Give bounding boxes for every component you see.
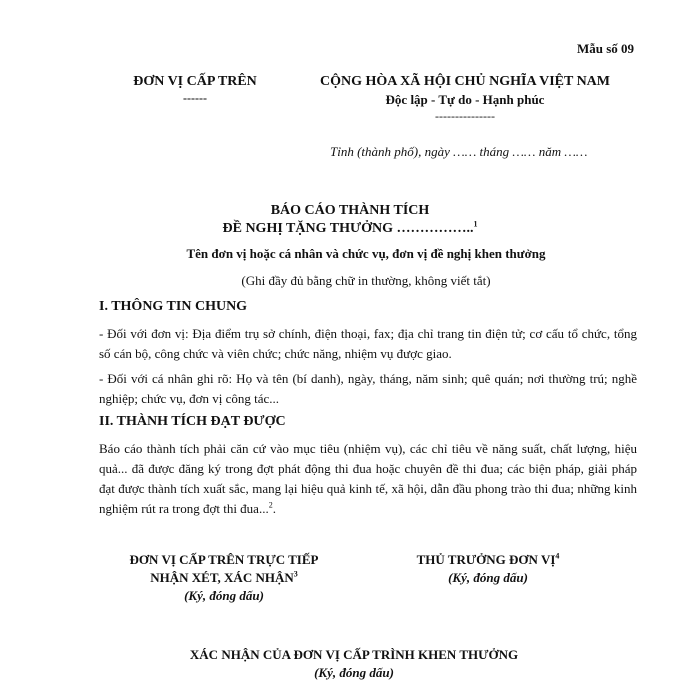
superior-unit-line: ------ [183,91,207,105]
superior-direct-label: ĐƠN VỊ CẤP TRÊN TRỰC TIẾP [129,552,319,567]
country-name: CỘNG HÒA XÃ HỘI CHỦ NGHĨA VIỆT NAM [319,74,610,89]
national-motto: Độc lập - Tự do - Hạnh phúc [385,92,545,107]
confirmation-sign-note: (Ký, đóng dấu) [314,665,394,680]
writing-instruction: (Ghi đầy đủ bằng chữ in thường, không viết tắt) [241,273,491,288]
section1-heading: I. THÔNG TIN CHUNG [99,299,248,314]
footnote-ref-2: 2 [268,500,273,510]
head-of-unit-line [398,552,578,568]
footnote-ref-1: 1 [473,219,478,229]
superior-unit-label: ĐƠN VỊ CẤP TRÊN [133,74,257,89]
report-subtitle: Tên đơn vị hoặc cá nhân và chức vụ, đơn vị đề nghị khen thưởng [186,246,546,261]
section2-heading: II. THÀNH TÍCH ĐẠT ĐƯỢC [99,414,286,429]
award-proposal-line [0,221,700,237]
superior-confirm-label: NHẬN XÉT, XÁC NHẬN [150,570,294,585]
section1-unit-paragraph: - Đối với đơn vị: Địa điểm trụ sở chính, điện thoại, fax; địa chỉ trang tin điện tử; cơ cấu tổ chức, tổng số cán bộ, công chức và viên chức; chức năng, nhiệm vụ được giao. [99,326,637,361]
section1-individual-paragraph: - Đối với cá nhân ghi rõ: Họ và tên (bí danh), ngày, tháng, năm sinh; quê quán; nơi thường trú; nghề nghiệp; chức vụ, đơn vị công tác... [99,371,637,406]
signature-superior [104,552,344,604]
confirmation-title: XÁC NHẬN CỦA ĐƠN VỊ CẤP TRÌNH KHEN THƯỞNG [189,647,519,662]
head-sign-note: (Ký, đóng dấu) [448,570,528,585]
achievements-text: Báo cáo thành tích phải căn cứ vào mục tiêu (nhiệm vụ), các chỉ tiêu về năng suất, chất lượng, hiệu quả... đã được đăng ký trong đợt phát động thi đua hoặc chuyên đề thi đua; các biện pháp, giải pháp đạt được thành tích xuất sắc, mang lại hiệu quả kinh tế, xã hội, dẫn đầu phong trào thi đua; những kinh nghiệm rút ra trong đợt thi đua... [99,441,637,516]
superior-sign-note: (Ký, đóng dấu) [184,588,264,603]
superior-confirm-line [104,570,344,586]
head-of-unit-label: THỦ TRƯỞNG ĐƠN VỊ [416,552,556,567]
header-left [110,74,280,106]
section2-paragraph: Báo cáo thành tích phải căn cứ vào mục tiêu (nhiệm vụ), các chỉ tiêu về năng suất, chất lượng, hiệu quả... đã được đăng ký trong đợt phát động thi đua hoặc chuyên đề thi đua; các biện pháp, giải pháp đạt được thành tích xuất sắc, mang lại hiệu quả kinh tế, xã hội, dẫn đầu phong trào thi đua; những kinh nghiệm rút ra trong đợt thi đua...$^2$. [99,441,637,516]
award-proposal-text: ĐỀ NGHỊ TẶNG THƯỞNG …………….. [222,221,474,236]
header-right [290,74,640,124]
motto-underline: --------------- [435,109,495,123]
report-title: BÁO CÁO THÀNH TÍCH [270,203,430,218]
footnote-ref-4: 4 [555,551,560,561]
place-date: Tỉnh (thành phố), ngày …… tháng …… năm …… [330,144,588,159]
form-number: Mẫu số 09 [576,41,634,56]
signature-head [398,552,578,586]
footnote-ref-3: 3 [293,569,298,579]
